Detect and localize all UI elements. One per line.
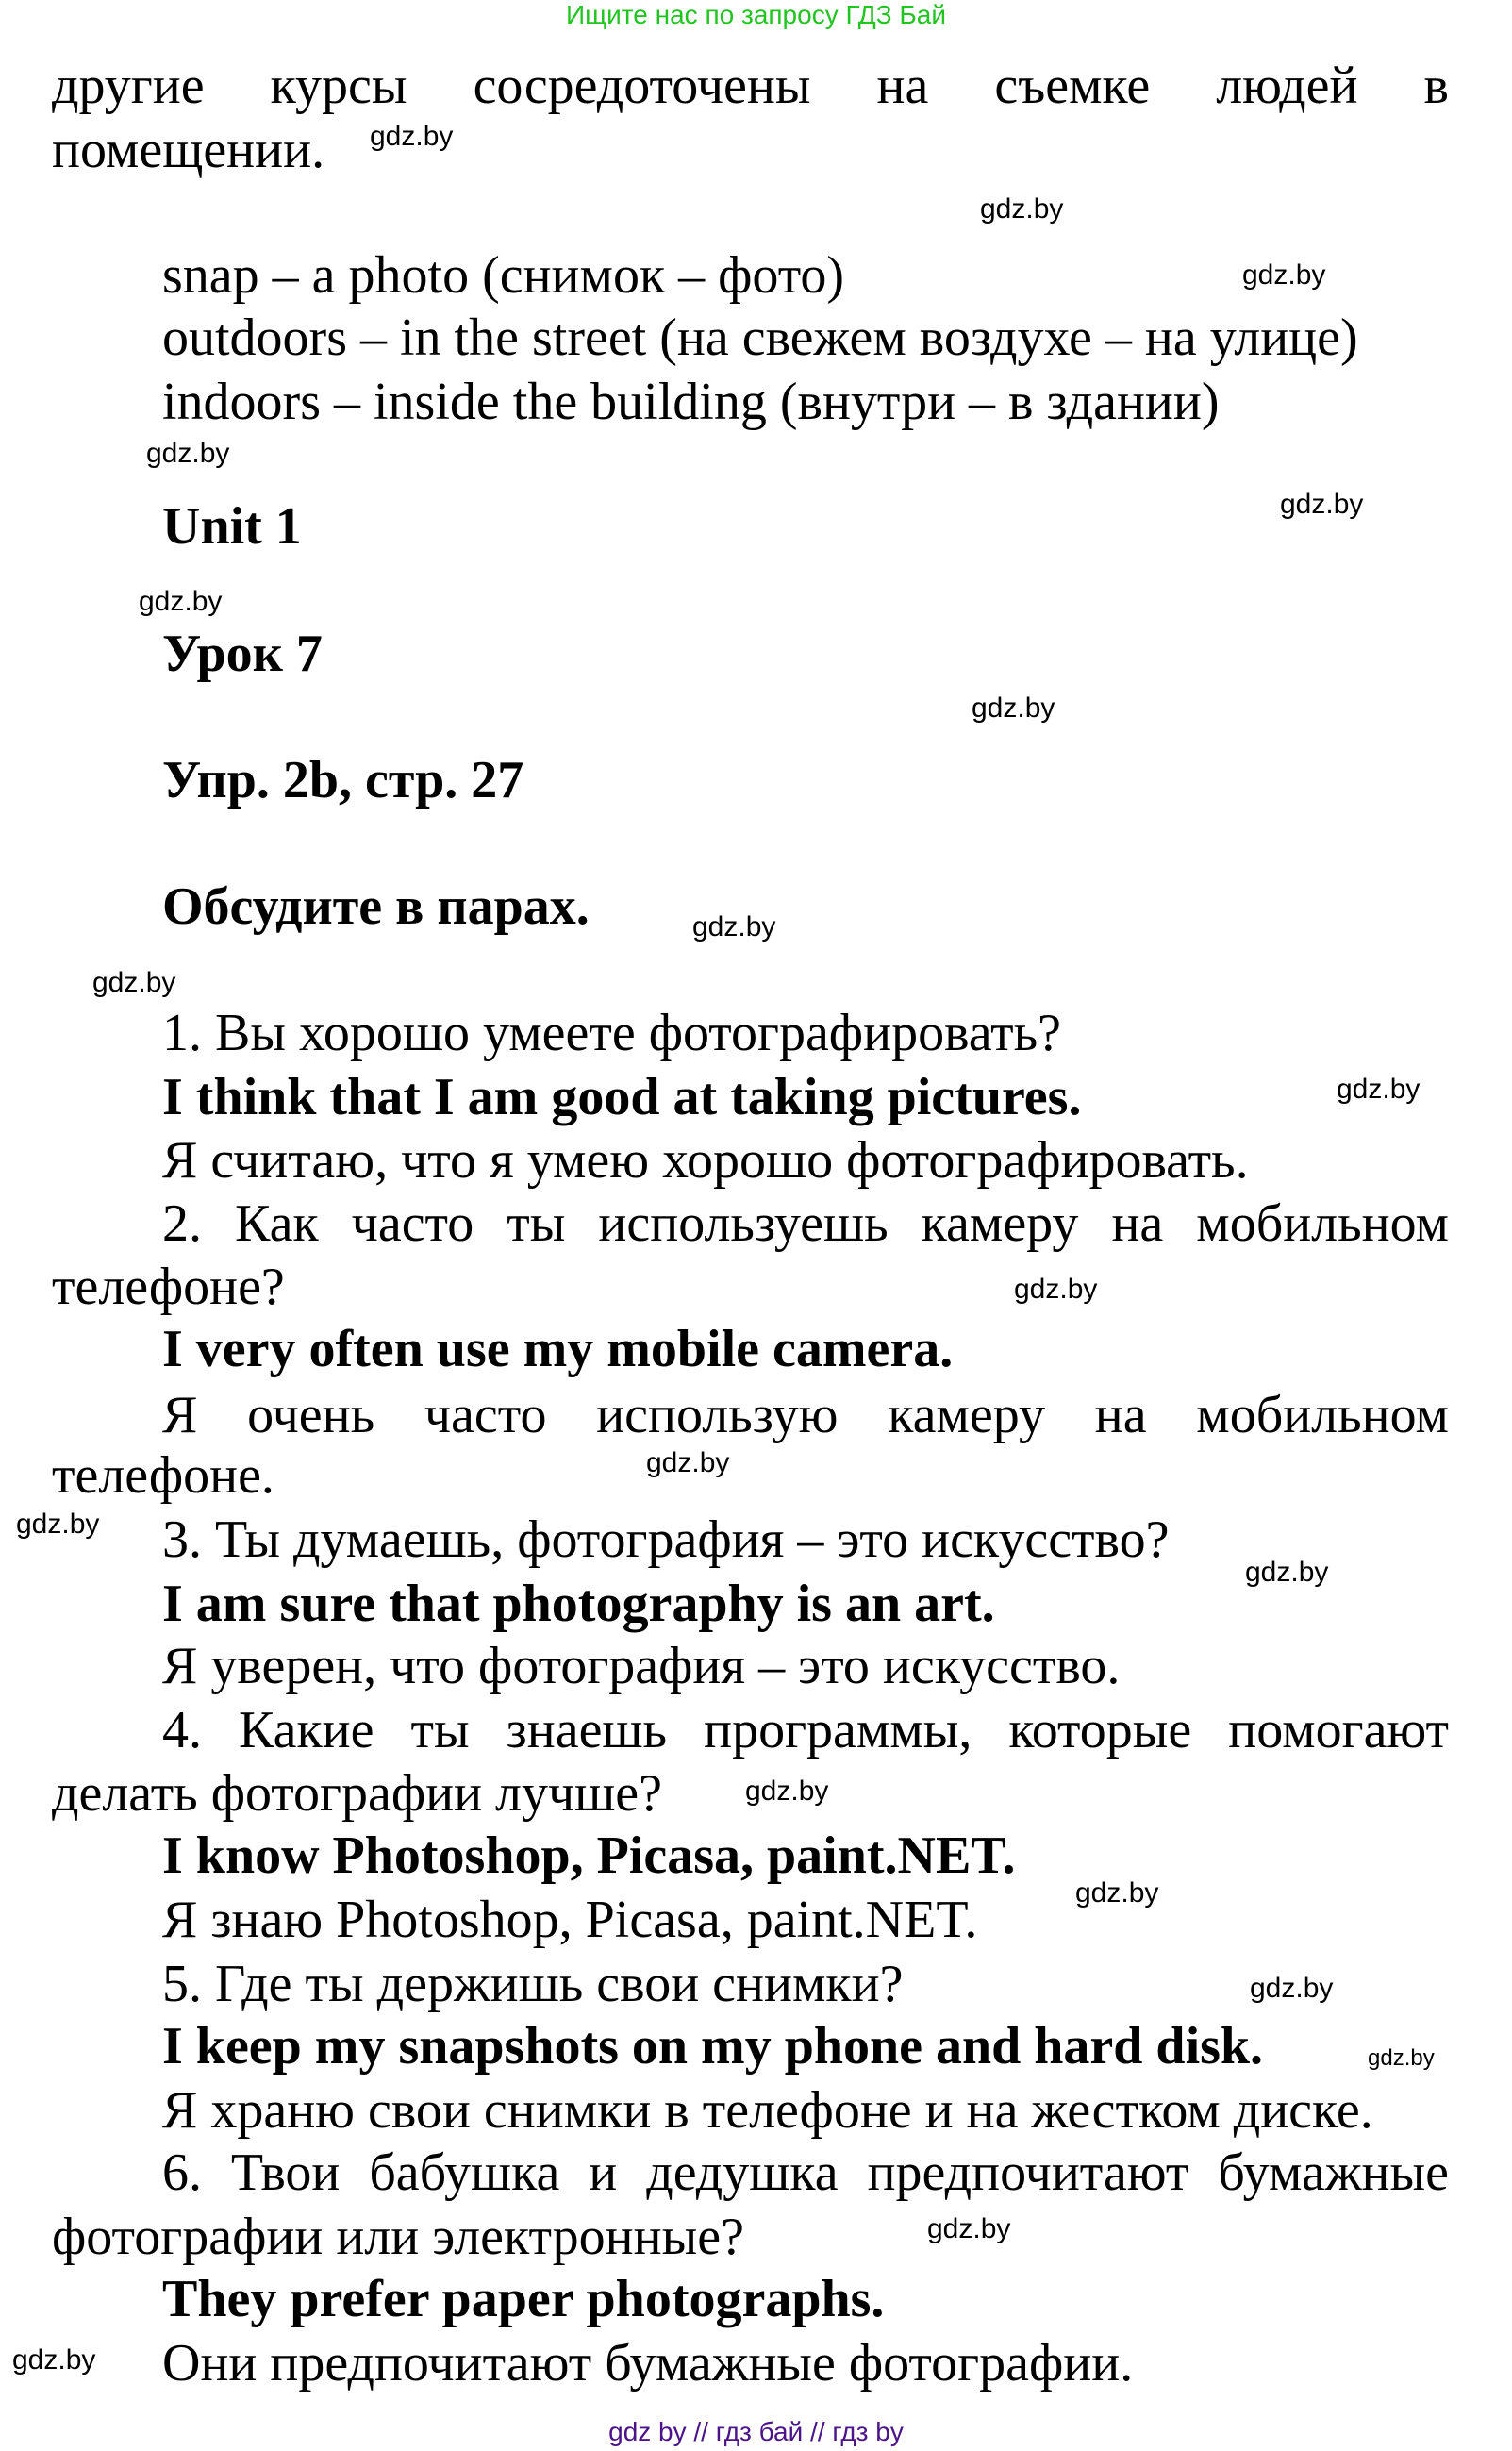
- footer-links[interactable]: gdz by // гдз бай // гдз by: [608, 2417, 904, 2446]
- intro-line: помещении.: [52, 121, 325, 179]
- watermark: gdz.by: [1014, 1274, 1098, 1305]
- unit-heading: Unit 1: [162, 497, 302, 556]
- watermark: gdz.by: [1245, 1557, 1329, 1588]
- watermark: gdz.by: [972, 692, 1055, 724]
- watermark: gdz.by: [745, 1776, 829, 1807]
- watermark: gdz.by: [92, 967, 176, 998]
- watermark: gdz.by: [370, 121, 454, 152]
- vocab-item: snap – a photo (снимок – фото): [162, 246, 845, 305]
- watermark: gdz.by: [16, 1509, 100, 1540]
- question: 3. Ты думаешь, фотография – это искусство?: [162, 1510, 1170, 1569]
- watermark: gdz.by: [980, 193, 1064, 225]
- answer-english: I am sure that photography is an art.: [162, 1575, 995, 1633]
- watermark: gdz.by: [1250, 1973, 1334, 2004]
- watermark: gdz.by: [692, 911, 776, 942]
- watermark: gdz.by: [139, 586, 223, 617]
- question: 2. Как часто ты используешь камеру на мобильном: [162, 1194, 1449, 1253]
- question: 6. Твои бабушка и дедушка предпочитают бумажные: [162, 2143, 1449, 2202]
- watermark: gdz.by: [1075, 1877, 1159, 1909]
- answer-english: I keep my snapshots on my phone and hard disk.: [162, 2017, 1264, 2076]
- answer-russian: Я очень часто использую камеру на мобильном: [162, 1386, 1449, 1444]
- vocab-item: indoors – inside the building (внутри – в здании): [162, 373, 1220, 431]
- question: 1. Вы хорошо умеете фотографировать?: [162, 1004, 1062, 1062]
- question: 4. Какие ты знаешь программы, которые помогают: [162, 1701, 1449, 1759]
- answer-russian: Я уверен, что фотография – это искусство.: [162, 1637, 1121, 1695]
- exercise-heading: Упр. 2b, стр. 27: [162, 751, 524, 809]
- watermark: gdz.by: [1368, 2045, 1435, 2071]
- question: фотографии или электронные?: [52, 2208, 744, 2266]
- intro-line: другие курсы сосредоточены на съемке людей в: [52, 57, 1449, 115]
- answer-russian: Они предпочитают бумажные фотографии.: [162, 2334, 1134, 2393]
- answer-russian: Я храню свои снимки в телефоне и на жестком диске.: [162, 2081, 1373, 2140]
- answer-english: They prefer paper photographs.: [162, 2270, 885, 2328]
- answer-english: I think that I am good at taking pictures.: [162, 1068, 1082, 1126]
- watermark: gdz.by: [646, 1447, 730, 1478]
- watermark: gdz.by: [12, 2344, 96, 2376]
- lesson-heading: Урок 7: [162, 625, 323, 683]
- answer-russian: Я считаю, что я умею хорошо фотографировать.: [162, 1131, 1249, 1190]
- answer-english: I know Photoshop, Picasa, paint.NET.: [162, 1826, 1016, 1885]
- answer-russian: Я знаю Photoshop, Picasa, paint.NET.: [162, 1891, 978, 1949]
- question: 5. Где ты держишь свои снимки?: [162, 1955, 904, 2013]
- task-heading: Обсудите в парах.: [162, 877, 590, 936]
- watermark: gdz.by: [1242, 259, 1326, 291]
- question: делать фотографии лучше?: [52, 1764, 662, 1823]
- answer-russian: телефоне.: [52, 1446, 274, 1505]
- question: телефоне?: [52, 1258, 285, 1316]
- watermark: gdz.by: [927, 2213, 1011, 2244]
- watermark: gdz.by: [1280, 489, 1364, 520]
- vocab-item: outdoors – in the street (на свежем воздухе – на улице): [162, 308, 1358, 367]
- search-hint-banner[interactable]: Ищите нас по запросу ГДЗ Бай: [565, 0, 947, 29]
- watermark: gdz.by: [146, 438, 230, 469]
- answer-english: I very often use my mobile camera.: [162, 1320, 954, 1378]
- watermark: gdz.by: [1337, 1074, 1421, 1105]
